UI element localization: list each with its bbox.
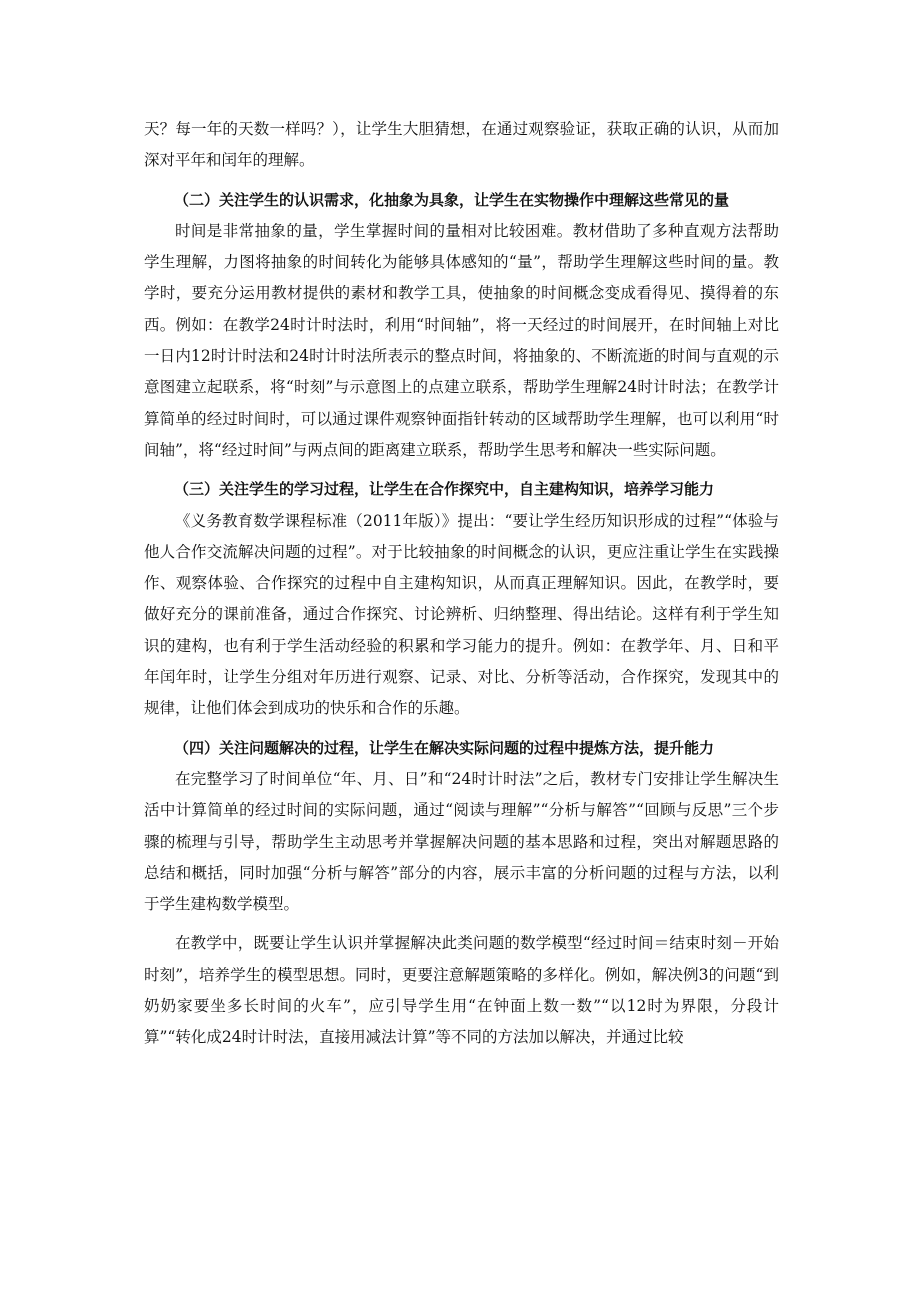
section-heading-3: （三）关注学生的学习过程，让学生在合作探究中，自主建构知识，培养学习能力 (174, 480, 715, 499)
paragraph-curriculum-standard: 《义务教育数学课程标准（2011年版）》提出：“要让学生经历知识形成的过程”“体验与他人合作交流解决问题的过程”。对于比较抽象的时间概念的认识，更应注重让学生在实践操作、观察体验、合作探究的过程中自主建构知识，从而真正理解知识。因此，在教学时，要做好充分的课前准备，通过合作探究、讨论辨析、归纳整理、得出结论。这样有利于学生知识的建构，也有利于学生活动经验的积累和学习能力的提升。例如：在教学年、月、日和平年闰年时，让学生分组对年历进行观察、记录、对比、分析等活动，合作探究，发现其中的规律，让他们体会到成功的快乐和合作的乐趣。 (144, 511, 779, 718)
paragraph-continuation: 天？每一年的天数一样吗？），让学生大胆猜想，在通过观察验证，获取正确的认识，从而加深对平年和闰年的理解。 (144, 120, 779, 170)
section-heading-2: （二）关注学生的认识需求，化抽象为具象，让学生在实物操作中理解这些常见的量 (174, 190, 730, 209)
paragraph-time-abstract: 时间是非常抽象的量，学生掌握时间的量相对比较困难。教材借助了多种直观方法帮助学生理解，力图将抽象的时间转化为能够具体感知的“量”，帮助学生理解这些时间的量。教学时，要充分运用教材提供的素材和教学工具，使抽象的时间概念变成看得见、摸得着的东西。例如：在教学24时计时法时，利用“时间轴”，将一天经过的时间展开，在时间轴上对比一日内12时计时法和24时计时法所表示的整点时间，将抽象的、不断流逝的时间与直观的示意图建立起联系，将“时刻”与示意图上的点建立联系，帮助学生理解24时计时法；在教学计算简单的经过时间时，可以通过课件观察钟面指针转动的区域帮助学生理解，也可以利用“时间轴”，将“经过时间”与两点间的距离建立联系，帮助学生思考和解决一些实际问题。 (144, 221, 779, 459)
paragraph-problem-solving: 在完整学习了时间单位“年、月、日”和“24时计时法”之后，教材专门安排让学生解决生活中计算简单的经过时间的实际问题，通过“阅读与理解”“分析与解答”“回顾与反思”三个步骤的梳理与引导，帮助学生主动思考并掌握解决问题的基本思路和过程，突出对解题思路的总结和概括，同时加强“分析与解答”部分的内容，展示丰富的分析问题的过程与方法，以利于学生建构数学模型。 (144, 769, 779, 914)
section-heading-4: （四）关注问题解决的过程，让学生在解决实际问题的过程中提炼方法，提升能力 (174, 738, 715, 757)
document-body (144, 114, 779, 1054)
paragraph-model-thinking: 在教学中，既要让学生认识并掌握解决此类问题的数学模型“经过时间＝结束时刻－开始时刻”，培养学生的模型思想。同时，更要注意解题策略的多样化。例如，解决例3的问题“到奶奶家要坐多长时间的火车”，应引导学生用“在钟面上数一数”“以12时为界限，分段计算”“转化成24时计时法，直接用减法计算”等不同的方法加以解决，并通过比较 (144, 934, 779, 1047)
